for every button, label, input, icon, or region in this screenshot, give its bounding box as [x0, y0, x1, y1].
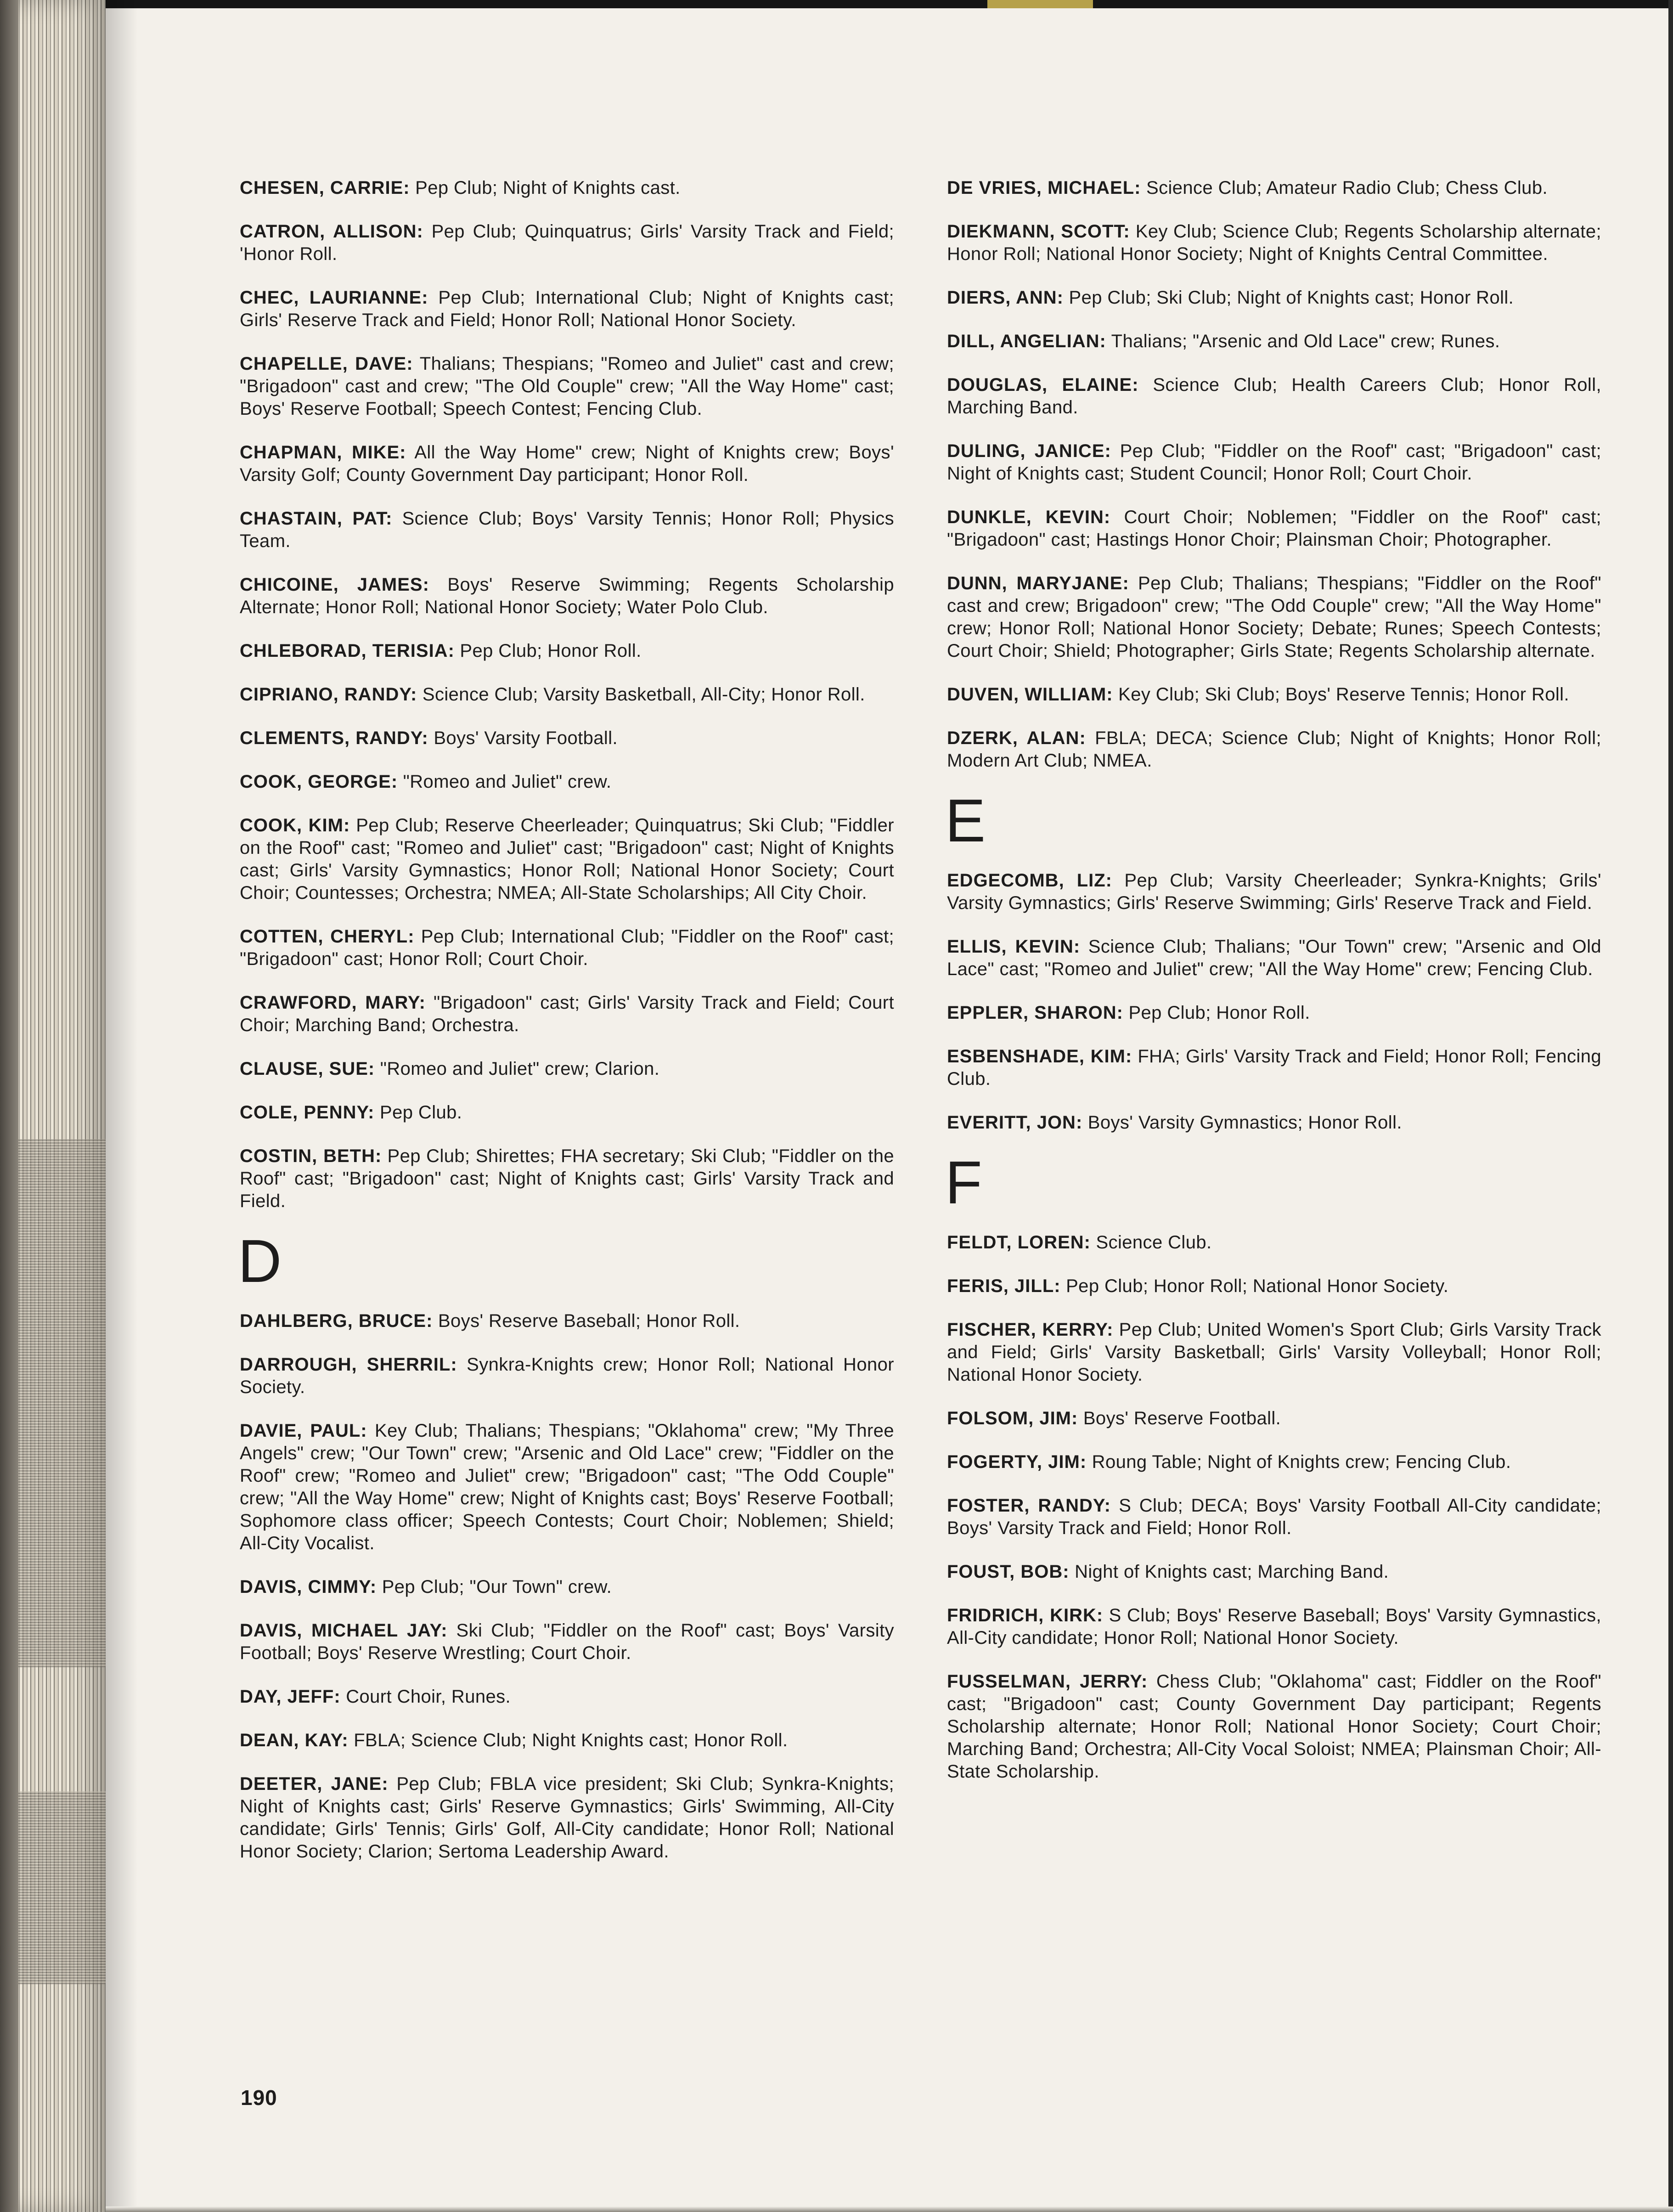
student-activities: Pep Club; United Women's Sport Club; Girls Varsity Track and Field; Girls' Varsity Basketball; Girls' Varsity Volleyball; Honor Roll; National Honor Society.: [947, 1320, 1601, 1385]
student-name: CHASTAIN, PAT:: [240, 508, 393, 529]
student-activities: Pep Club; Honor Roll.: [460, 641, 642, 661]
roster-entry: [240, 1576, 894, 1598]
student-name: ESBENSHADE, KIM:: [947, 1046, 1132, 1066]
student-activities: Science Club; Health Careers Club; Honor Roll, Marching Band.: [947, 375, 1601, 418]
student-activities: Synkra-Knights crew; Honor Roll; National Honor Society.: [240, 1354, 894, 1397]
student-activities: Science Club; Varsity Basketball, All-City; Honor Roll.: [422, 684, 865, 705]
student-activities: Science Club; Amateur Radio Club; Chess Club.: [1146, 178, 1548, 198]
student-name: DAVIS, CIMMY:: [240, 1577, 377, 1597]
student-name: COSTIN, BETH:: [240, 1146, 382, 1166]
book-page-edges: [0, 0, 106, 2212]
student-activities: Roung Table; Night of Knights crew; Fencing Club.: [1092, 1452, 1511, 1472]
student-name: COOK, KIM:: [240, 815, 350, 835]
student-activities: FBLA; Science Club; Night Knights cast; Honor Roll.: [354, 1730, 788, 1750]
roster-entry: [947, 506, 1601, 551]
student-activities: Pep Club; Quinquatrus; Girls' Varsity Track and Field; 'Honor Roll.: [240, 221, 895, 264]
section-letter-f: F: [945, 1149, 983, 1216]
roster-entry: [947, 440, 1601, 485]
roster-entry: [947, 1045, 1601, 1090]
roster-entry: [240, 727, 894, 750]
student-activities: Pep Club; Ski Club; Night of Knights cast; Honor Roll.: [1069, 288, 1514, 308]
student-activities: "Brigadoon" cast; Girls' Varsity Track and Field; Court Choir; Marching Band; Orchestra.: [240, 993, 894, 1035]
student-name: DUNKLE, KEVIN:: [947, 507, 1111, 527]
roster-entry: [947, 1407, 1601, 1430]
roster-entry: [240, 1058, 894, 1080]
roster-entry: [240, 1620, 894, 1665]
roster-entry: [240, 1310, 894, 1332]
roster-entry: [240, 353, 894, 420]
student-activities: Science Club.: [1096, 1232, 1212, 1253]
student-name: CATRON, ALLISON:: [240, 221, 423, 242]
page-top-edge: [0, 0, 1673, 8]
roster-entry: [947, 1319, 1601, 1386]
student-name: DAVIE, PAUL:: [240, 1421, 367, 1441]
student-activities: Pep Club; Honor Roll.: [1128, 1003, 1310, 1023]
student-activities: Key Club; Science Club; Regents Scholarship alternate; Honor Roll; National Honor Society; Night of Knights Central Committee.: [947, 221, 1601, 264]
roster-entry: [947, 1231, 1601, 1254]
roster-entry: [240, 771, 894, 793]
student-name: DAHLBERG, BRUCE:: [240, 1311, 433, 1331]
roster-entry: [947, 1002, 1601, 1024]
student-activities: Pep Club; International Club; "Fiddler on the Roof" cast; "Brigadoon" cast; Honor Roll; Court Choir.: [240, 926, 895, 969]
student-name: DIERS, ANN:: [947, 288, 1064, 308]
student-activities: FHA; Girls' Varsity Track and Field; Honor Roll; Fencing Club.: [947, 1046, 1601, 1089]
roster-entry: [947, 287, 1601, 309]
student-activities: Court Choir; Noblemen; "Fiddler on the Roof" cast; "Brigadoon" cast; Hastings Honor Choir; Plainsman Choir; Photographer.: [947, 507, 1602, 550]
student-name: CLEMENTS, RANDY:: [240, 728, 428, 748]
student-name: FUSSELMAN, JERRY:: [947, 1671, 1148, 1692]
student-name: CHESEN, CARRIE:: [240, 178, 410, 198]
gold-tab-mark: [987, 0, 1093, 8]
student-name: COTTEN, CHERYL:: [240, 926, 415, 947]
student-activities: Pep Club; Varsity Cheerleader; Synkra-Knights; Grils' Varsity Gymnastics; Girls' Reserve Swimming; Girls' Reserve Track and Field.: [947, 870, 1601, 913]
student-name: DOUGLAS, ELAINE:: [947, 375, 1139, 395]
page-bottom-edge: [106, 2206, 1673, 2212]
roster-entry: [240, 1729, 894, 1752]
roster-entry: [947, 1670, 1601, 1783]
right-column: [947, 177, 1601, 1804]
roster-entry: [947, 936, 1601, 981]
student-name: CLAUSE, SUE:: [240, 1059, 375, 1079]
student-name: COOK, GEORGE:: [240, 772, 398, 792]
student-activities: Pep Club; International Club; Night of Knights cast; Girls' Reserve Track and Field; Honor Roll; National Honor Society.: [240, 288, 895, 330]
student-name: DE VRIES, MICHAEL:: [947, 178, 1141, 198]
student-activities: Night of Knights cast; Marching Band.: [1075, 1562, 1389, 1582]
student-name: DUNN, MARYJANE:: [947, 573, 1129, 593]
student-activities: Key Club; Thalians; Thespians; "Oklahoma" crew; "My Three Angels" crew; "Our Town" crew; "Arsenic and Old Lace" crew; "Fiddler on the Roof" crew; "Romeo and Juliet" crew; "Brigadoon" cast; "The Odd Couple" crew; "All the Way Home" crew; Night of Knights cast; Boys' Reserve Football; Sophomore class officer; Speech Contests; Court Choir; Noblemen; Shield; All-City Vocalist.: [240, 1421, 894, 1553]
roster-entry: [947, 1112, 1601, 1134]
student-activities: Thalians; Thespians; "Romeo and Juliet" cast and crew; "Brigadoon" cast and crew; "The Old Couple" crew; "All the Way Home" cast; Boys' Reserve Football; Speech Contest; Fencing Club.: [240, 354, 895, 419]
roster-entry: [240, 1773, 894, 1863]
roster-entry: [240, 508, 894, 553]
student-name: EPPLER, SHARON:: [947, 1003, 1123, 1023]
roster-entry: [947, 1451, 1601, 1473]
student-activities: Boys' Varsity Football.: [434, 728, 618, 748]
student-name: FERIS, JILL:: [947, 1276, 1061, 1296]
student-activities: Pep Club.: [380, 1102, 462, 1123]
student-activities: "Romeo and Juliet" crew.: [403, 772, 612, 792]
student-name: CHICOINE, JAMES:: [240, 575, 429, 595]
roster-entry: [240, 1686, 894, 1708]
edge-band: [18, 1791, 106, 1984]
entries-list-c: [240, 177, 894, 1213]
roster-entry: [947, 1495, 1601, 1540]
student-name: DAY, JEFF:: [240, 1687, 341, 1707]
roster-entry: [947, 220, 1601, 265]
student-activities: Ski Club; "Fiddler on the Roof" cast; Boys' Varsity Football; Boys' Reserve Wrestling; Court Choir.: [240, 1620, 894, 1663]
student-name: DEAN, KAY:: [240, 1730, 349, 1750]
roster-entry: [240, 992, 894, 1037]
student-activities: Key Club; Ski Club; Boys' Reserve Tennis; Honor Roll.: [1118, 684, 1569, 705]
roster-entry: [240, 574, 894, 619]
student-name: FRIDRICH, KIRK:: [947, 1605, 1104, 1625]
entries-list-e: [947, 869, 1601, 1134]
entries-list-f: [947, 1231, 1601, 1783]
roster-entry: [240, 177, 894, 199]
student-name: FISCHER, KERRY:: [947, 1320, 1114, 1340]
student-name: CHLEBORAD, TERISIA:: [240, 641, 455, 661]
student-activities: Chess Club; "Oklahoma" cast; Fiddler on the Roof" cast; "Brigadoon" cast; County Government Day participant; Regents Scholarship alternate; Honor Roll; National Honor Society; Court Choir; Marching Band; Orchestra; All-City Vocal Soloist; NMEA; Plainsman Choir; All-State Scholarship.: [947, 1671, 1602, 1782]
student-activities: Pep Club; Night of Knights cast.: [415, 178, 681, 198]
roster-entry: [240, 683, 894, 706]
student-name: CHAPMAN, MIKE:: [240, 442, 406, 463]
edge-band: [18, 1139, 106, 1667]
student-name: EVERITT, JON:: [947, 1112, 1083, 1133]
student-activities: Pep Club; FBLA vice president; Ski Club; Synkra-Knights; Night of Knights cast; Girls' Reserve Gymnastics; Girls' Swimming, All-City candidate; Girls' Tennis; Girls' Golf, All-City candidate; Honor Roll; National Honor Society; Clarion; Sertoma Leadership Award.: [240, 1774, 894, 1862]
student-name: DULING, JANICE:: [947, 441, 1111, 461]
roster-entry: [947, 572, 1601, 662]
roster-entry: [947, 374, 1601, 419]
student-name: DZERK, ALAN:: [947, 728, 1086, 748]
entries-list-d-continued: [947, 177, 1601, 772]
student-activities: "Romeo and Juliet" crew; Clarion.: [380, 1059, 660, 1079]
student-name: DILL, ANGELIAN:: [947, 331, 1106, 351]
roster-entry: [240, 1145, 894, 1213]
roster-entry: [240, 814, 894, 904]
left-column: [240, 177, 894, 1884]
section-letter-d: D: [238, 1227, 282, 1295]
roster-entry: [947, 1561, 1601, 1583]
student-name: FOUST, BOB:: [947, 1562, 1070, 1582]
student-activities: Science Club; Thalians; "Our Town" crew; "Arsenic and Old Lace" cast; "Romeo and Juliet" crew; "All the Way Home" crew; Fencing Club.: [947, 937, 1602, 979]
roster-entry: [240, 220, 894, 265]
student-name: CRAWFORD, MARY:: [240, 993, 426, 1013]
roster-entry: [947, 177, 1601, 199]
entries-list-d: [240, 1310, 894, 1863]
roster-entry: [947, 330, 1601, 353]
student-activities: Pep Club; Shirettes; FHA secretary; Ski Club; "Fiddler on the Roof" cast; "Brigadoon" cast; Night of Knights cast; Girls' Varsity Track and Field.: [240, 1146, 895, 1211]
student-activities: All the Way Home" crew; Night of Knights crew; Boys' Varsity Golf; County Government Day participant; Honor Roll.: [240, 442, 894, 485]
student-name: DAVIS, MICHAEL JAY:: [240, 1620, 448, 1641]
roster-entry: [947, 1275, 1601, 1298]
roster-entry: [947, 1604, 1601, 1649]
student-name: FOSTER, RANDY:: [947, 1495, 1111, 1516]
student-name: DIEKMANN, SCOTT:: [947, 221, 1130, 242]
roster-entry: [240, 1420, 894, 1555]
roster-entry: [240, 441, 894, 486]
student-name: FELDT, LOREN:: [947, 1232, 1091, 1253]
student-activities: Boys' Reserve Baseball; Honor Roll.: [438, 1311, 740, 1331]
student-activities: Boys' Reserve Swimming; Regents Scholarship Alternate; Honor Roll; National Honor Society; Water Polo Club.: [240, 575, 894, 617]
book-binding: [0, 0, 18, 2212]
page-number: 190: [241, 2086, 277, 2110]
student-activities: S Club; DECA; Boys' Varsity Football All-City candidate; Boys' Varsity Track and Field; Honor Roll.: [947, 1495, 1602, 1538]
roster-entry: [947, 727, 1601, 772]
student-activities: Pep Club; Honor Roll; National Honor Society.: [1066, 1276, 1449, 1296]
gutter-shadow: [106, 0, 138, 2212]
student-activities: Thalians; "Arsenic and Old Lace" crew; Runes.: [1111, 331, 1500, 351]
student-name: DARROUGH, SHERRIL:: [240, 1354, 457, 1375]
student-activities: Pep Club; Reserve Cheerleader; Quinquatrus; Ski Club; "Fiddler on the Roof" cast; "Romeo and Juliet" cast; "Brigadoon" cast; Night of Knights cast; Girls' Varsity Gymnastics; Honor Roll; National Honor Society; Court Choir; Countesses; Orchestra; NMEA; All-State Scholarships; All City Choir.: [240, 815, 894, 903]
student-name: CHEC, LAURIANNE:: [240, 288, 428, 308]
roster-entry: [240, 287, 894, 332]
student-activities: FBLA; DECA; Science Club; Night of Knights; Honor Roll; Modern Art Club; NMEA.: [947, 728, 1601, 771]
student-activities: Court Choir, Runes.: [346, 1687, 511, 1707]
student-name: CHAPELLE, DAVE:: [240, 354, 413, 374]
student-activities: Pep Club; Thalians; Thespians; "Fiddler on the Roof" cast and crew; Brigadoon" crew; "The Odd Couple" crew; "All the Way Home" crew; Honor Roll; National Honor Society; Debate; Runes; Speech Contests; Court Choir; Shield; Photographer; Girls State; Regents Scholarship alternate.: [947, 573, 1601, 661]
roster-entry: [240, 1101, 894, 1124]
roster-entry: [240, 925, 894, 971]
student-activities: Science Club; Boys' Varsity Tennis; Honor Roll; Physics Team.: [240, 508, 894, 551]
student-name: EDGECOMB, LIZ:: [947, 870, 1112, 891]
student-activities: Pep Club; "Fiddler on the Roof" cast; "Brigadoon" cast; Night of Knights cast; Student Council; Honor Roll; Court Choir.: [947, 441, 1601, 484]
roster-entry: [240, 640, 894, 662]
roster-entry: [240, 1354, 894, 1399]
student-name: FOGERTY, JIM:: [947, 1452, 1087, 1472]
section-letter-e: E: [945, 787, 986, 854]
roster-entry: [947, 683, 1601, 706]
student-name: DEETER, JANE:: [240, 1774, 389, 1794]
page-right-edge: [1668, 0, 1673, 2212]
student-activities: Pep Club; "Our Town" crew.: [382, 1577, 612, 1597]
student-name: COLE, PENNY:: [240, 1102, 375, 1123]
student-name: DUVEN, WILLIAM:: [947, 684, 1113, 705]
roster-entry: [947, 869, 1601, 914]
student-activities: S Club; Boys' Reserve Baseball; Boys' Varsity Gymnastics, All-City candidate; Honor Roll; National Honor Society.: [947, 1605, 1601, 1648]
student-activities: Boys' Reserve Football.: [1083, 1408, 1281, 1428]
student-name: ELLIS, KEVIN:: [947, 937, 1081, 957]
student-activities: Boys' Varsity Gymnastics; Honor Roll.: [1087, 1112, 1402, 1133]
student-name: CIPRIANO, RANDY:: [240, 684, 417, 705]
student-name: FOLSOM, JIM:: [947, 1408, 1078, 1428]
